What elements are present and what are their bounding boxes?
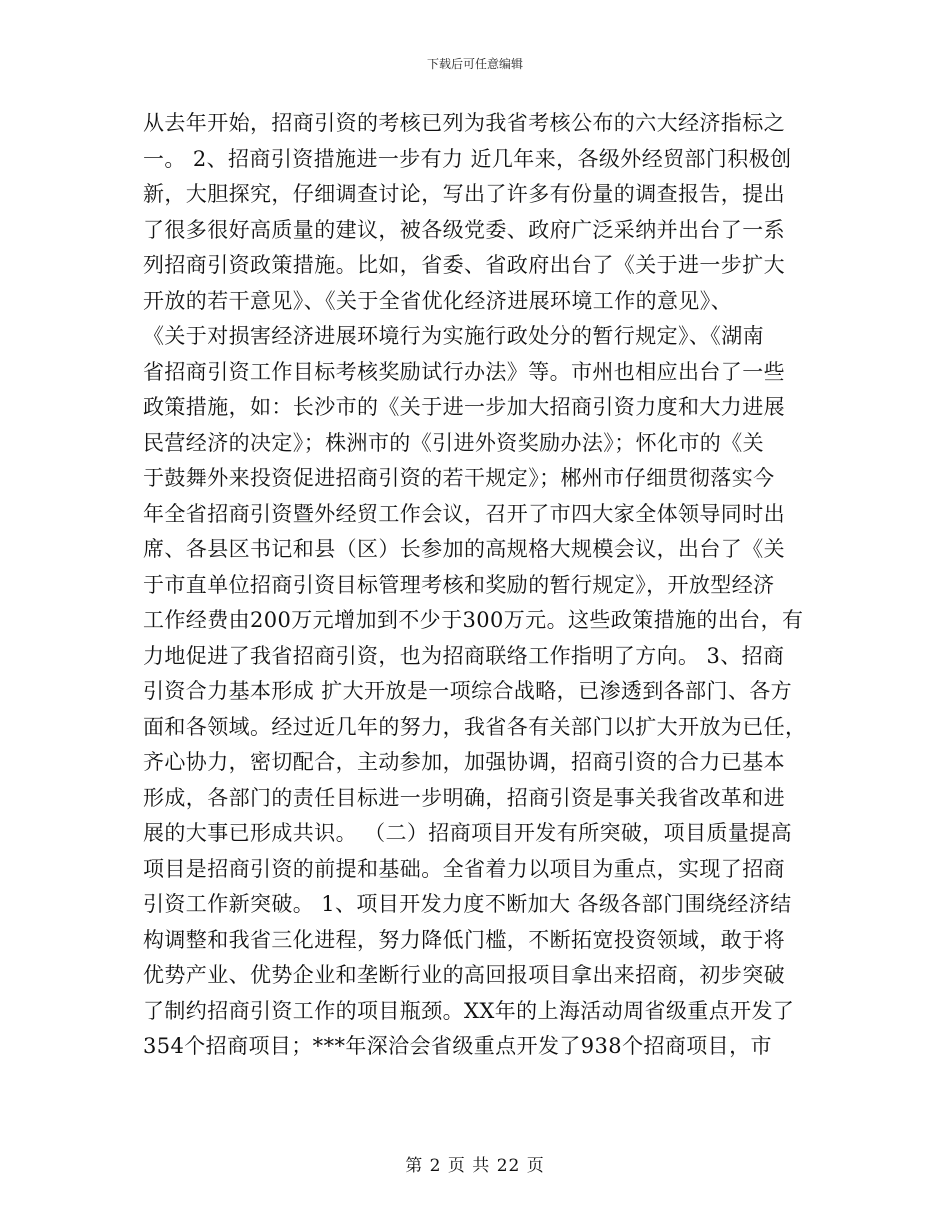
body-line-20: 形成，各部门的责任目标进一步明确，招商引资是事关我省改革和进 [143,785,785,810]
body-line-3: 新，大胆探究，仔细调查讨论，写出了许多有份量的调查报告，提出 [143,182,785,206]
body-line-2: 一。 2、招商引资措施进一步有力 近几年来，各级外经贸部门积极创 [143,146,792,171]
body-line-22: 项目是招商引资的前提和基础。全省着力以项目为重点，实现了招商 [143,856,785,881]
body-line-19: 齐心协力，密切配合，主动参加，加强协调，招商引资的合力已基本 [143,750,785,774]
body-line-11: 于鼓舞外来投资促进招商引资的若干规定》；郴州市仔细贯彻落实今 [143,466,775,490]
body-line-8: 省招商引资工作目标考核奖励试行办法》等。市州也相应出台了一些 [143,359,785,384]
body-line-16: 力地促进了我省招商引资，也为招商联络工作指明了方向。 3、招商 [143,643,785,668]
page-header: 下载后可任意编辑 [426,57,523,71]
page-number-footer: 第 2 页 共 22 页 [405,1156,545,1176]
body-line-10: 民营经济的决定》；株洲市的《引进外资奖励办法》；怀化市的《关 [143,430,764,455]
body-line-21: 展的大事已形成共识。 （二）招商项目开发有所突破，项目质量提高 [143,821,793,845]
body-line-6: 开放的若干意见》、《关于全省优化经济进展环境工作的意见》、 [143,288,733,313]
document-body [143,106,811,1065]
body-line-5: 列招商引资政策措施。比如，省委、省政府出台了《关于进一步扩大 [143,253,785,277]
body-line-4: 了很多很好高质量的建议，被各级党委、政府广泛采纳并出台了一系 [143,217,785,242]
body-line-13: 席、各县区书记和县（区）长参加的高规格大规模会议，出台了《关 [143,537,785,561]
body-line-15: 工作经费由200万元增加到不少于300万元。这些政策措施的出台，有 [143,608,804,632]
body-line-14: 于市直单位招商引资目标管理考核和奖励的暂行规定》，开放型经济 [143,572,775,597]
body-line-18: 面和各领域。经过近几年的努力，我省各有关部门以扩大开放为已任， [143,714,807,739]
body-line-27: 354个招商项目；***年深洽会省级重点开发了938个招商项目，市 [143,1034,772,1058]
body-line-12: 年全省招商引资暨外经贸工作会议，召开了市四大家全体领导同时出 [143,501,785,526]
body-line-17: 引资合力基本形成 扩大开放是一项综合战略，已渗透到各部门、各方 [143,679,793,703]
body-line-25: 优势产业、优势企业和垄断行业的高回报项目拿出来招商，初步突破 [143,963,785,987]
body-line-24: 构调整和我省三化进程，努力降低门槛，不断拓宽投资领域，敢于将 [143,927,785,952]
body-line-9: 政策措施，如：长沙市的《关于进一步加大招商引资力度和大力进展 [143,395,785,419]
body-line-26: 了制约招商引资工作的项目瓶颈。XX年的上海活动周省级重点开发了 [143,998,795,1023]
body-line-1: 从去年开始，招商引资的考核已列为我省考核公布的六大经济指标之 [143,111,785,135]
body-line-23: 引资工作新突破。 1、项目开发力度不断加大 各级各部门围绕经济结 [143,892,792,916]
body-line-7: 《关于对损害经济进展环境行为实施行政处分的暂行规定》、《湖南 [143,324,764,348]
